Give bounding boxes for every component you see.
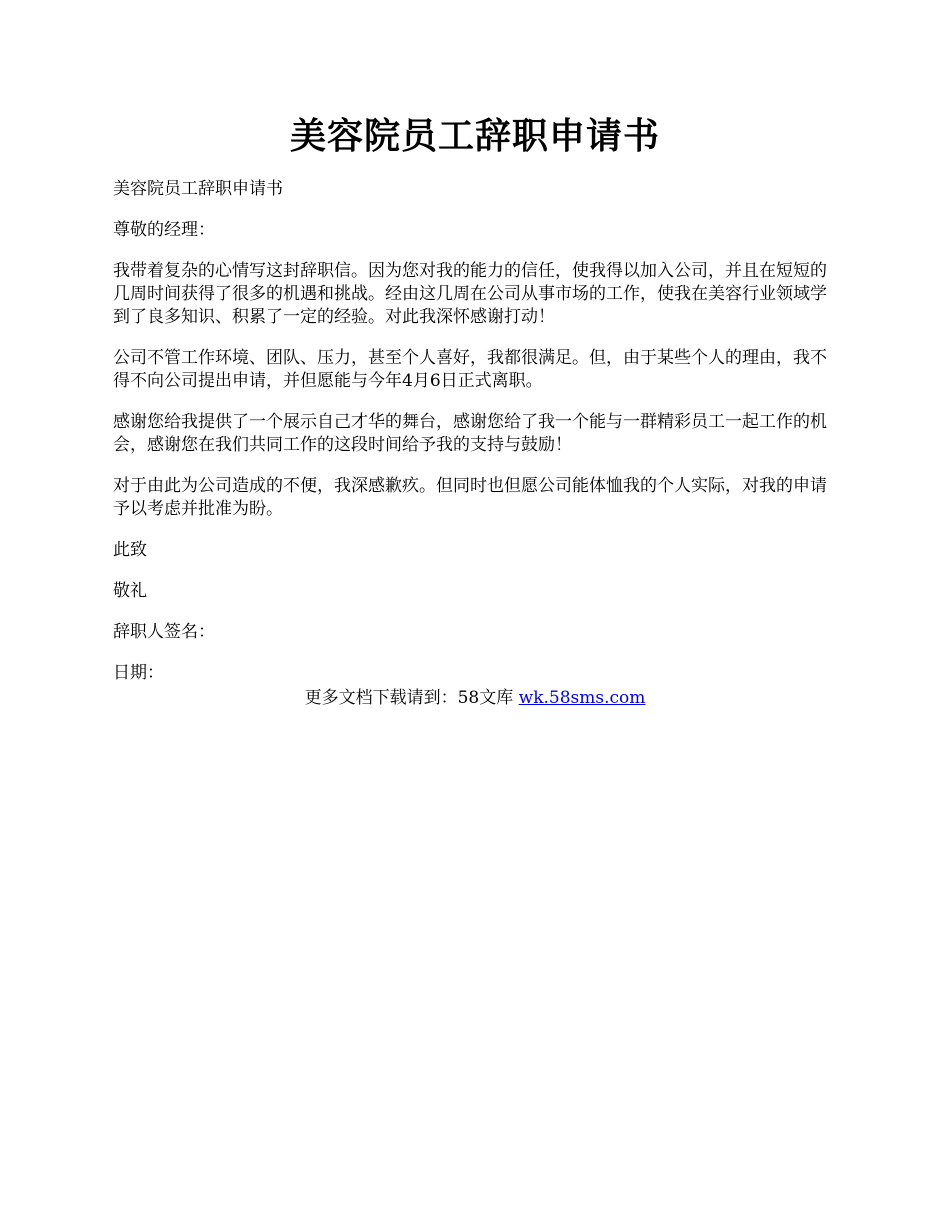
footer — [0, 687, 950, 710]
document-subtitle: 美容院员工辞职申请书 — [113, 179, 283, 199]
document-title: 美容院员工辞职申请书 — [289, 115, 660, 157]
signature-label: 辞职人签名： — [113, 622, 215, 642]
paragraph-3: 感谢您给我提供了一个展示自己才华的舞台，感谢您给了我一个能与一群精彩员工一起工作的机会，感谢您在我们共同工作的这段时间给予我的支持与鼓励！ — [113, 412, 827, 455]
date-label: 日期： — [113, 663, 164, 683]
paragraph-2: 公司不管工作环境、团队、压力，甚至个人喜好，我都很满足。但，由于某些个人的理由，我不得不向公司提出申请，并但愿能与今年4月6日正式离职。 — [113, 348, 827, 391]
paragraph-4: 对于由此为公司造成的不便，我深感歉疚。但同时也但愿公司能体恤我的个人实际，对我的申请予以考虑并批准为盼。 — [113, 476, 827, 519]
salutation: 尊敬的经理： — [113, 220, 215, 240]
closing-line-1: 此致 — [113, 540, 147, 560]
closing-line-2: 敬礼 — [113, 581, 147, 601]
footer-text: 更多文档下载请到：58文库 — [304, 688, 519, 708]
footer-link[interactable]: wk.58sms.com — [518, 688, 646, 708]
paragraph-1: 我带着复杂的心情写这封辞职信。因为您对我的能力的信任，使我得以加入公司，并且在短短的几周时间获得了很多的机遇和挑战。经由这几周在公司从事市场的工作，使我在美容行业领域学到了良多知识、积累了一定的经验。对此我深怀感谢打动！ — [113, 261, 827, 327]
document-body — [113, 178, 843, 703]
